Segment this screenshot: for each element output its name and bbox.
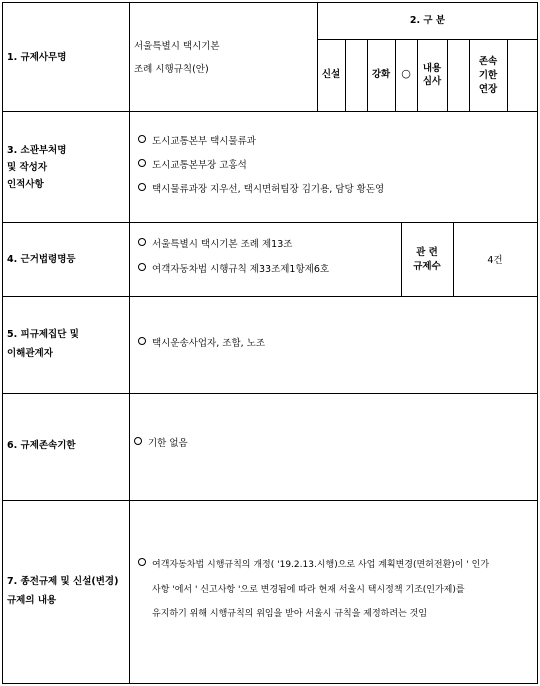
classification-strengthen: 강화 — [371, 69, 391, 80]
classification-col — [469, 39, 470, 112]
classification-col — [417, 39, 418, 112]
table-border-right — [537, 2, 538, 684]
content-label-line2: 규제의 내용 — [7, 595, 57, 606]
bullet-circle-icon — [138, 135, 146, 143]
classification-title: 2. 구 분 — [409, 15, 446, 26]
content-line2: 사항 '에서 ' 신고사항 '으로 변경됨에 따라 현재 서울시 택시정책 기조(인가제)를 — [152, 585, 465, 595]
content-label-line1: 7. 종전규제 및 신설(변경) — [7, 576, 119, 587]
department-label-line1: 3. 소관부처명 — [7, 145, 67, 156]
bullet-circle-icon — [138, 263, 146, 271]
table-border-left — [2, 2, 3, 684]
classification-header-line — [317, 39, 538, 40]
regulation-name-line2: 조례 시행규칙(안) — [134, 64, 209, 75]
duration-label: 6. 규제존속기한 — [7, 440, 76, 451]
legal-basis-label: 4. 근거법령명등 — [7, 254, 76, 265]
row-divider — [2, 111, 538, 112]
department-label-line3: 인적사항 — [7, 179, 44, 190]
bullet-circle-icon — [138, 238, 146, 246]
regulation-name-line1: 서울특별시 택시기본 — [134, 41, 220, 52]
bullet-circle-icon — [134, 437, 142, 445]
bullet-circle-icon — [138, 558, 146, 566]
department-item: 도시교통본부장 고홍석 — [138, 159, 247, 173]
affected-groups-label-line1: 5. 피규제집단 및 — [7, 329, 79, 340]
department-label-line2: 및 작성자 — [7, 162, 48, 173]
table-border-bottom — [2, 683, 538, 684]
content-line3: 유지하기 위해 시행규칙의 위임을 받아 서울시 규칙을 제정하려는 것임 — [152, 609, 428, 619]
bullet-circle-icon — [138, 183, 146, 191]
department-item: 도시교통본부 택시물류과 — [138, 135, 256, 149]
affected-groups-item: 택시운송사업자, 조합, 노조 — [138, 337, 265, 351]
related-label-line1: 관 련 — [416, 247, 438, 258]
related-count: 4건 — [487, 255, 503, 266]
row-divider — [2, 222, 538, 223]
regulation-name-label: 1. 규제사무명 — [7, 52, 67, 63]
bullet-circle-icon — [138, 159, 146, 167]
department-item: 택시물류과장 지우선, 택시면허팀장 김기용, 담당 황돈영 — [138, 183, 384, 197]
duration-value: 기한 없음 — [134, 437, 188, 451]
classification-continuation: 존속 기한 연장 — [478, 56, 498, 95]
legal-basis-item: 여객자동차법 시행규칙 제33조제1항제6호 — [138, 263, 329, 277]
legal-basis-item: 서울특별시 택시기본 조례 제13조 — [138, 238, 292, 252]
affected-groups-label-line2: 이해관계자 — [7, 348, 53, 359]
classification-col — [345, 39, 346, 112]
content-line1: 여객자동차법 시행규칙의 개정( '19.2.13.시행)으로 사업 계획변경(면허전환)이 ' 인가 — [138, 558, 489, 572]
classification-col — [447, 39, 448, 112]
table-border-top — [2, 2, 538, 3]
bullet-circle-icon — [138, 337, 146, 345]
row-divider — [2, 296, 538, 297]
related-label-line2: 규제수 — [413, 261, 441, 272]
classification-new: 신설 — [321, 69, 341, 80]
row-divider — [2, 500, 538, 501]
classification-content-review: 내용 심사 — [422, 63, 442, 87]
label-column-divider — [129, 2, 130, 684]
row-divider — [2, 393, 538, 394]
strengthen-check-mark: ○ — [401, 67, 411, 80]
classification-col — [507, 39, 508, 112]
